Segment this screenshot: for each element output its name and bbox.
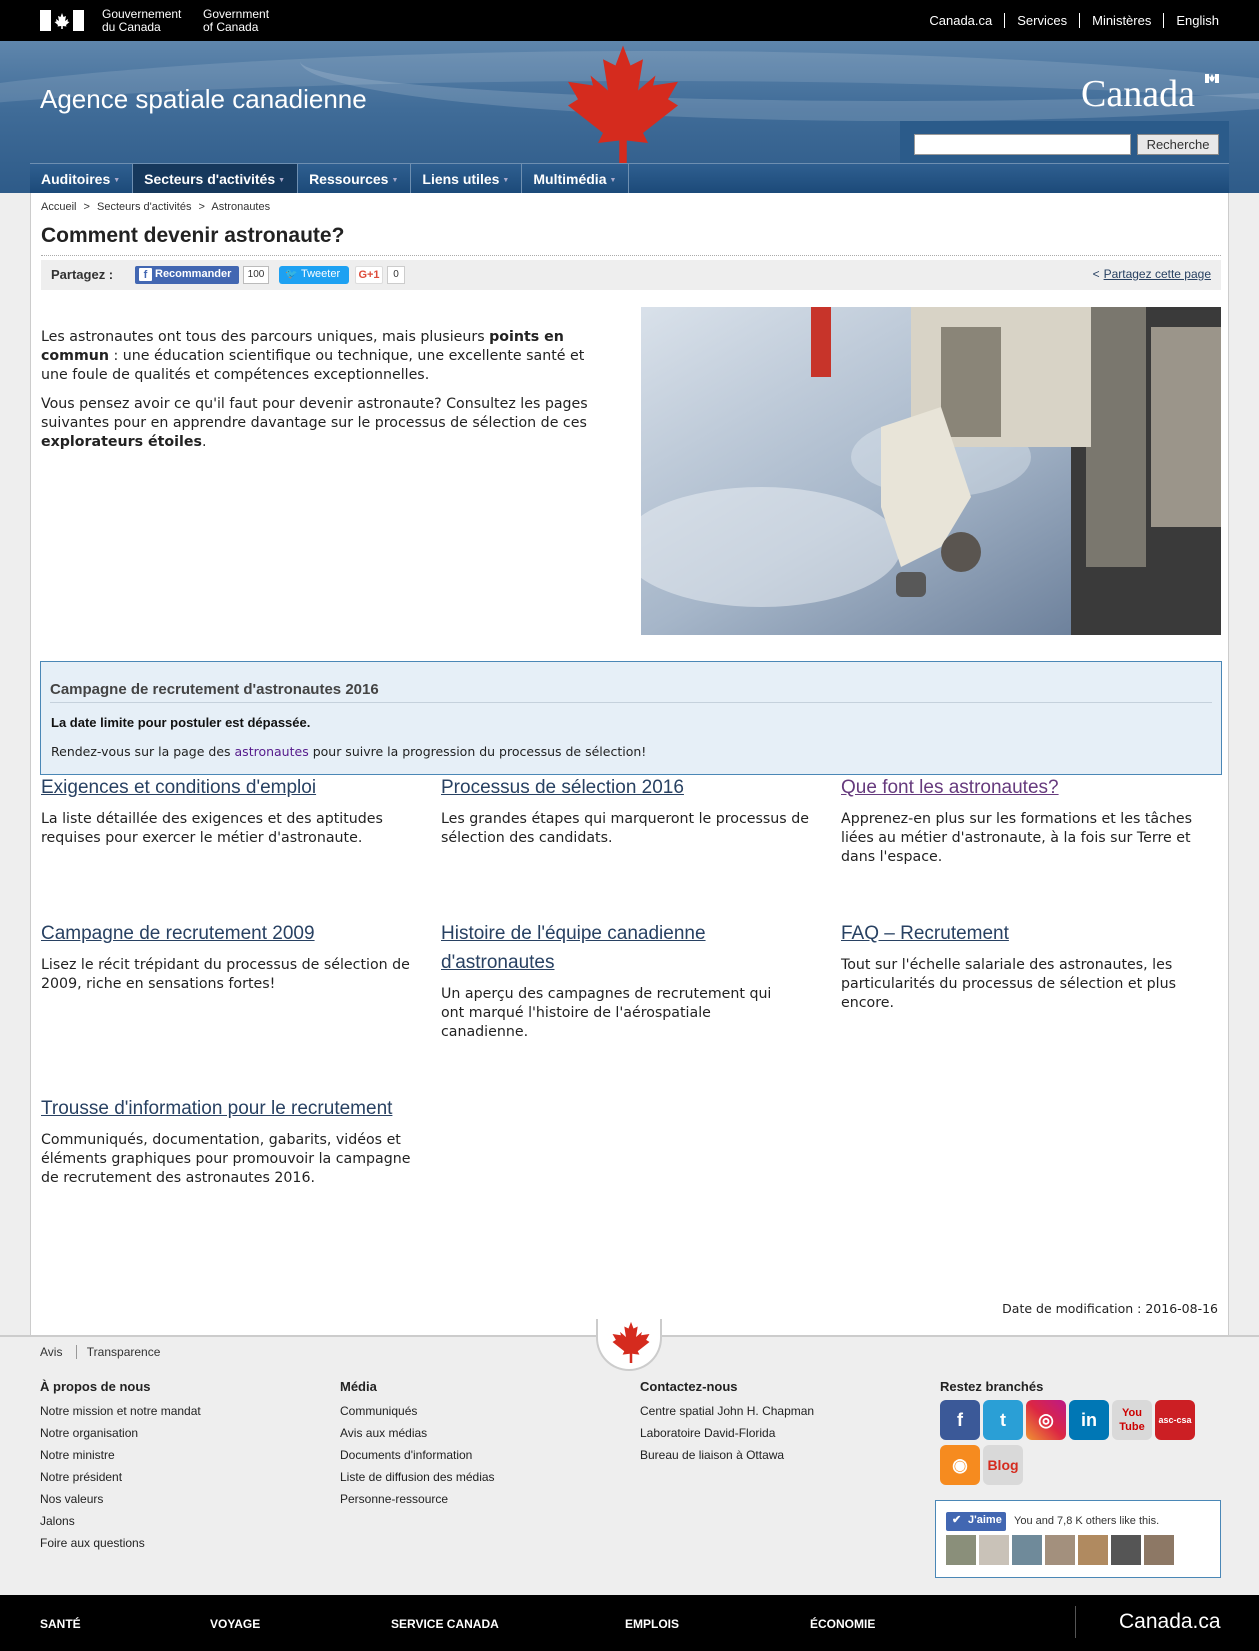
bottom-link-sante[interactable]: SANTÉ [40, 1617, 81, 1631]
footer-link[interactable]: Notre organisation [40, 1426, 139, 1440]
footer-link[interactable]: Personne-ressource [340, 1492, 449, 1506]
linkedin-icon[interactable]: in [1069, 1400, 1109, 1440]
top-link-canada-ca[interactable]: Canada.ca [929, 13, 993, 28]
top-link-english[interactable]: English [1163, 13, 1219, 28]
chevron-down-icon: ▼ [609, 176, 617, 184]
card-que-font [841, 773, 1216, 867]
facebook-icon: f [139, 268, 152, 281]
card-description: La liste détaillée des exigences et des aptitudes requises pour exercer le métier d'astronaute. [41, 811, 383, 846]
bottom-link-economie[interactable]: ÉCONOMIE [810, 1617, 876, 1631]
share-label: Partagez : [51, 267, 114, 282]
footer-link[interactable]: Notre mission et notre mandat [40, 1404, 201, 1418]
twitter-icon[interactable]: t [983, 1400, 1023, 1440]
breadcrumb-separator-icon: > [83, 201, 90, 213]
top-links [917, 13, 1219, 28]
government-bar [0, 0, 1259, 41]
footer-link-transparence[interactable]: Transparence [76, 1345, 171, 1359]
twitter-bird-icon: 🐦 [285, 269, 298, 280]
gov-name-fr[interactable]: Gouvernement du Canada [102, 7, 182, 34]
instagram-icon[interactable]: ◎ [1026, 1400, 1066, 1440]
footer-link[interactable]: Laboratoire David-Florida [640, 1426, 776, 1440]
avatar[interactable] [1078, 1535, 1108, 1565]
footer-social [940, 1379, 1043, 1400]
facebook-faces [946, 1535, 1177, 1565]
nav-liens-utiles[interactable]: Liens utiles ▼ [411, 164, 522, 193]
facebook-like-button[interactable]: ✔ J'aime [946, 1512, 1006, 1531]
intro-paragraph-1: Les astronautes ont tous des parcours uniques, mais plusieurs points en commun : une éducation scientifique ou technique, une excellente santé et une foule de qualités et compétences exceptionnelles. [41, 329, 585, 383]
facebook-recommend-button[interactable]: f Recommander [135, 266, 239, 284]
breadcrumb-separator-icon: > [198, 201, 205, 213]
facebook-icon[interactable]: f [940, 1400, 980, 1440]
avatar[interactable] [1012, 1535, 1042, 1565]
facebook-like-box [935, 1500, 1221, 1578]
chevron-down-icon: ▼ [278, 176, 286, 184]
avatar[interactable] [1111, 1535, 1141, 1565]
rss-icon[interactable]: ◉ [940, 1445, 980, 1485]
avatar[interactable] [1045, 1535, 1075, 1565]
maple-leaf-icon [610, 1321, 652, 1363]
card-title-link[interactable]: Histoire de l'équipe canadienne d'astronautes [441, 923, 706, 973]
breadcrumb-accueil[interactable]: Accueil [41, 201, 77, 213]
breadcrumb [41, 201, 270, 213]
facebook-count: 100 [243, 266, 269, 284]
canada-wordmark-icon [1081, 72, 1221, 112]
bottom-link-service-canada[interactable]: SERVICE CANADA [391, 1617, 499, 1631]
card-description: Les grandes étapes qui marqueront le processus de sélection des candidats. [441, 811, 809, 846]
card-description: Communiqués, documentation, gabarits, vidéos et éléments graphiques pour promouvoir la campagne de recrutement des astronautes 2016. [41, 1132, 411, 1186]
footer-link[interactable]: Nos valeurs [40, 1492, 104, 1506]
svg-text:Canada: Canada [1081, 73, 1195, 112]
footer-link-avis[interactable]: Avis [40, 1345, 63, 1359]
footer-link[interactable]: Liste de diffusion des médias [340, 1470, 495, 1484]
maple-leaf-icon [558, 43, 688, 168]
main-nav [30, 163, 1229, 193]
search-button[interactable]: Recherche [1137, 134, 1219, 155]
footer-link[interactable]: Jalons [40, 1514, 75, 1528]
card-title-link[interactable]: FAQ – Recrutement [841, 923, 1009, 944]
footer-media-title: Média [340, 1379, 377, 1394]
recruitment-alert [40, 661, 1222, 775]
youtube-icon[interactable]: You Tube [1112, 1400, 1152, 1440]
card-description: Apprenez-en plus sur les formations et les tâches liées au métier d'astronaute, à la fois sur Terre et dans l'espace. [841, 811, 1193, 865]
alert-text: Rendez-vous sur la page des astronautes pour suivre la progression du processus de sélection! [51, 744, 647, 759]
breadcrumb-secteurs[interactable]: Secteurs d'activités [97, 201, 192, 213]
card-histoire [441, 919, 781, 1042]
card-description: Un aperçu des campagnes de recrutement qui ont marqué l'histoire de l'aérospatiale canadienne. [441, 986, 772, 1040]
avatar[interactable] [979, 1535, 1009, 1565]
footer-social-title: Restez branchés [940, 1379, 1044, 1394]
footer-top-links [40, 1345, 170, 1359]
footer-link[interactable]: Notre président [40, 1470, 123, 1484]
breadcrumb-astronautes[interactable]: Astronautes [211, 201, 271, 213]
card-trousse [41, 1094, 421, 1188]
tweet-button[interactable]: 🐦 Tweeter [279, 266, 349, 284]
chevron-down-icon: ▼ [113, 176, 121, 184]
astronautes-link[interactable]: astronautes [234, 744, 309, 759]
bottom-divider [1075, 1606, 1076, 1638]
top-link-ministeres[interactable]: Ministères [1079, 13, 1163, 28]
card-title-link[interactable]: Exigences et conditions d'emploi [41, 777, 317, 798]
bottom-link-emplois[interactable]: EMPLOIS [625, 1617, 680, 1631]
astronaut-spacewalk-photo [641, 307, 1221, 635]
footer-link[interactable]: Foire aux questions [40, 1536, 145, 1550]
google-plus-button[interactable]: G+1 [355, 266, 383, 284]
nav-multimedia[interactable]: Multimédia ▼ [522, 164, 629, 193]
card-exigences [41, 773, 416, 848]
card-title-link[interactable]: Que font les astronautes? [841, 777, 1059, 798]
footer-link[interactable]: Notre ministre [40, 1448, 115, 1462]
bottom-bar [0, 1595, 1259, 1651]
share-bar [41, 260, 1221, 290]
footer-link[interactable]: Avis aux médias [340, 1426, 428, 1440]
footer-media [340, 1379, 495, 1510]
canada-ca-wordmark[interactable]: Canada.ca [1119, 1610, 1221, 1633]
footer-about [40, 1379, 201, 1554]
avatar[interactable] [1144, 1535, 1174, 1565]
footer-contact-title: Contactez-nous [640, 1379, 738, 1394]
blog-icon[interactable]: Blog [983, 1445, 1023, 1485]
date-modified: Date de modification : 2016-08-16 [1002, 1301, 1218, 1316]
card-title-link[interactable]: Processus de sélection 2016 [441, 777, 684, 798]
flickr-icon[interactable]: asc-csa [1155, 1400, 1195, 1440]
check-icon: ✔ [952, 1514, 962, 1526]
search-area [900, 121, 1229, 163]
alert-title: Campagne de recrutement d'astronautes 2016 [50, 681, 379, 698]
chevron-down-icon: ▼ [391, 176, 399, 184]
site-title[interactable]: Agence spatiale canadienne [40, 84, 367, 114]
nav-auditoires[interactable]: Auditoires ▼ [30, 164, 133, 193]
footer-link[interactable]: Documents d'information [340, 1448, 473, 1462]
share-icon: < [1092, 267, 1100, 281]
card-faq [841, 919, 1216, 1013]
bottom-link-voyage[interactable]: VOYAGE [210, 1617, 261, 1631]
nav-ressources[interactable]: Ressources ▼ [298, 164, 411, 193]
alert-divider [50, 702, 1212, 703]
site-footer [0, 1335, 1259, 1595]
footer-about-title: À propos de nous [40, 1379, 151, 1394]
google-plus-count: 0 [387, 266, 405, 284]
nav-secteurs-activites[interactable]: Secteurs d'activités ▼ [133, 164, 298, 193]
top-link-services[interactable]: Services [1004, 13, 1079, 28]
avatar[interactable] [946, 1535, 976, 1565]
card-processus [441, 773, 816, 848]
facebook-like-text: You and 7,8 K others like this. [1014, 1515, 1160, 1527]
card-description: Tout sur l'échelle salariale des astronautes, les particularités du processus de sélection et plus encore. [841, 957, 1177, 1011]
footer-contact [640, 1379, 814, 1466]
card-title-link[interactable]: Campagne de recrutement 2009 [41, 923, 315, 944]
share-page-link[interactable]: < Partagez cette page [1092, 267, 1211, 281]
canada-flag-icon [40, 10, 84, 31]
chevron-down-icon: ▼ [502, 176, 510, 184]
card-campagne-2009 [41, 919, 416, 994]
gov-name-en[interactable]: Government of Canada [203, 7, 270, 34]
page-title: Comment devenir astronaute? [41, 224, 345, 247]
footer-link[interactable]: Communiqués [340, 1404, 418, 1418]
social-icons [940, 1400, 1200, 1490]
title-divider [41, 255, 1221, 256]
search-input[interactable] [914, 134, 1131, 155]
main-content [30, 193, 1229, 1335]
card-title-link[interactable]: Trousse d'information pour le recrutement [41, 1098, 393, 1119]
alert-deadline: La date limite pour postuler est dépassée. [51, 715, 311, 730]
footer-link[interactable]: Centre spatial John H. Chapman [640, 1404, 815, 1418]
footer-leaf-tab [596, 1319, 662, 1371]
card-description: Lisez le récit trépidant du processus de sélection de 2009, riche en sensations fortes! [41, 957, 410, 992]
intro-paragraph-2: Vous pensez avoir ce qu'il faut pour devenir astronaute? Consultez les pages suivantes pour en apprendre davantage sur le processus de sélection de ces explorateurs étoiles. [41, 396, 588, 450]
footer-link[interactable]: Bureau de liaison à Ottawa [640, 1448, 785, 1462]
